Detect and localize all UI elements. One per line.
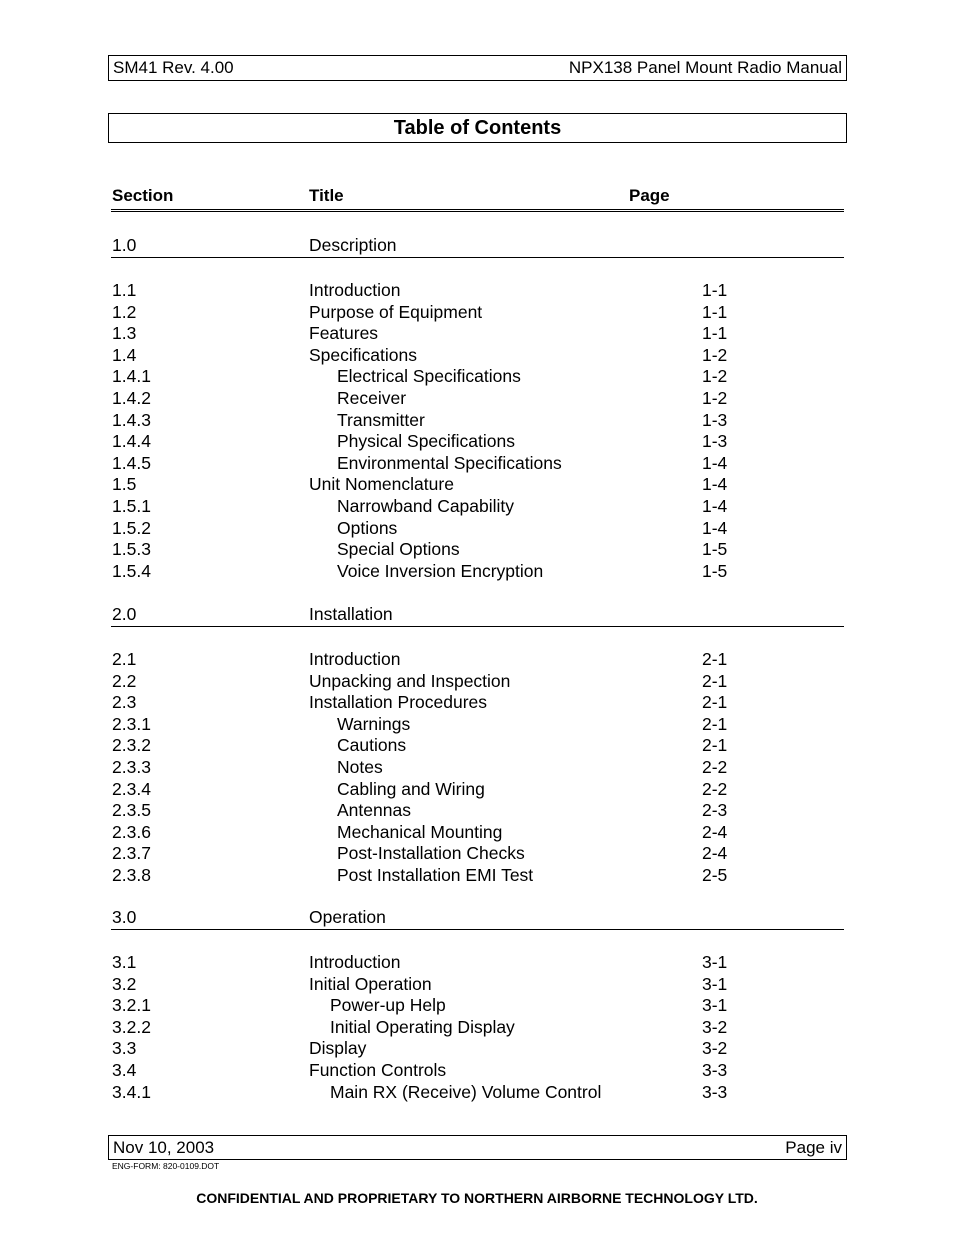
section-heading-row (112, 603, 844, 625)
toc-entry-row (112, 1016, 844, 1038)
toc-entry-page: 1-3 (702, 409, 728, 430)
section-rule (111, 929, 844, 930)
toc-entry-number: 2.3.2 (112, 735, 151, 756)
section-rule (111, 257, 844, 258)
toc-entry-title: Receiver (337, 388, 407, 408)
toc-entry-page: 3-1 (702, 952, 728, 972)
toc-entry-page: 2-5 (702, 865, 728, 885)
toc-entry-number: 1.4.4 (112, 431, 151, 452)
toc-entry-row (112, 670, 844, 692)
toc-entry-row (112, 517, 844, 539)
toc-entry-title: Installation Procedures (309, 692, 488, 713)
toc-entry-row (112, 473, 844, 495)
toc-entry-number: 2.1 (112, 649, 137, 669)
toc-entry-title: Introduction (309, 649, 401, 669)
document-id: SM41 Rev. 4.00 (113, 58, 234, 77)
toc-entry-row (112, 842, 844, 864)
toc-entry-row (112, 713, 844, 735)
toc-entry-page: 1-2 (702, 366, 728, 387)
toc-entry-title: Specifications (309, 344, 417, 365)
toc-entry-number: 1.4.2 (112, 388, 151, 408)
toc-entry-number: 2.2 (112, 670, 137, 691)
toc-entry-title: Unit Nomenclature (309, 474, 454, 495)
toc-entry-row (112, 1081, 844, 1103)
toc-entry-number: 1.4 (112, 344, 137, 365)
page-title: Table of Contents (393, 116, 562, 139)
toc-entry-title: Initial Operating Display (330, 1016, 515, 1037)
toc-entry-title: Narrowband Capability (337, 496, 515, 516)
toc-entry-page: 1-4 (702, 452, 728, 473)
toc-entry-row (112, 799, 844, 821)
toc-entry-page: 2-2 (702, 778, 728, 799)
toc-entry-page: 1-5 (702, 539, 728, 560)
toc-entry-title: Post-Installation Checks (337, 843, 525, 864)
toc-entry-row (112, 344, 844, 366)
toc-entry-title: Features (309, 323, 379, 344)
page-column-header: Page (629, 186, 670, 205)
toc-entry-number: 1.4.3 (112, 409, 151, 430)
toc-entry-title: Display (309, 1038, 367, 1059)
toc-entry-number: 2.3.1 (112, 713, 151, 734)
toc-entry-page: 3-3 (702, 1081, 728, 1102)
toc-entry-row (112, 387, 844, 409)
toc-entry-title: Warnings (337, 713, 411, 734)
toc-entry-page: 3-1 (702, 973, 728, 994)
toc-entry-page: 1-4 (702, 517, 728, 538)
section-title: Operation (309, 907, 386, 927)
toc-entry-number: 2.3.6 (112, 821, 151, 842)
toc-entry-title: Physical Specifications (337, 431, 515, 452)
toc-entry-title: Electrical Specifications (337, 366, 521, 387)
toc-entry-number: 2.3 (112, 692, 137, 713)
section-heading-row (112, 234, 844, 256)
footer-date: Nov 10, 2003 (113, 1137, 215, 1157)
section-column-header: Section (112, 186, 174, 205)
toc-entry-row (112, 452, 844, 474)
toc-entry-title: Initial Operation (309, 973, 432, 994)
toc-entry-page: 1-4 (702, 474, 728, 495)
toc-entry-page: 2-3 (702, 800, 728, 821)
document-title: NPX138 Panel Mount Radio Manual (568, 58, 842, 77)
toc-entry-title: Cabling and Wiring (337, 778, 485, 799)
toc-entry-row (112, 973, 844, 995)
toc-entry-page: 1-2 (702, 344, 728, 365)
toc-entry-row (112, 1059, 844, 1081)
toc-entry-page: 3-2 (702, 1016, 728, 1037)
page-footer (108, 1135, 847, 1160)
toc-entry-title: Notes (337, 757, 383, 777)
toc-entry-number: 2.3.8 (112, 865, 151, 885)
toc-entry-row (112, 279, 844, 301)
toc-entry-row (112, 430, 844, 452)
toc-entry-row (112, 778, 844, 800)
footer-page-number: Page iv (785, 1137, 842, 1157)
toc-entry-title: Function Controls (309, 1060, 447, 1080)
toc-entry-number: 3.3 (112, 1038, 137, 1059)
toc-entry-title: Special Options (337, 539, 460, 560)
form-code: ENG-FORM: 820-0109.DOT (112, 1161, 220, 1171)
toc-entry-number: 2.3.5 (112, 800, 151, 821)
toc-entry-row (112, 691, 844, 713)
toc-entry-row (112, 495, 844, 517)
toc-entry-title: Environmental Specifications (337, 452, 562, 473)
toc-entry-title: Main RX (Receive) Volume Control (330, 1081, 602, 1102)
toc-entry-row (112, 864, 844, 886)
toc-entry-number: 1.5.2 (112, 517, 151, 538)
toc-entry-title: Voice Inversion Encryption (337, 560, 544, 581)
toc-entry-page: 2-4 (702, 821, 728, 842)
toc-entry-number: 3.1 (112, 952, 137, 972)
toc-entry-row (112, 734, 844, 756)
toc-entry-title: Cautions (337, 735, 407, 756)
toc-entry-page: 2-1 (702, 692, 728, 713)
toc-entry-number: 3.4 (112, 1060, 137, 1080)
toc-entry-page: 1-5 (702, 560, 728, 581)
toc-entry-row (112, 951, 844, 973)
toc-entry-row (112, 648, 844, 670)
toc-entry-title: Post Installation EMI Test (337, 865, 534, 885)
toc-entry-title: Mechanical Mounting (337, 821, 503, 842)
toc-entry-page: 1-1 (702, 301, 728, 322)
title-column-header: Title (309, 186, 344, 205)
toc-entry-number: 1.4.1 (112, 366, 151, 387)
toc-entry-row (112, 821, 844, 843)
toc-entry-page: 3-3 (702, 1060, 728, 1080)
toc-entry-number: 1.2 (112, 301, 137, 322)
toc-entry-page: 1-2 (702, 388, 728, 408)
toc-entry-page: 2-4 (702, 843, 728, 864)
toc-entry-page: 2-1 (702, 649, 728, 669)
section-number: 2.0 (112, 604, 137, 624)
toc-entry-row (112, 1037, 844, 1059)
toc-entry-title: Introduction (309, 280, 401, 300)
toc-entry-number: 2.3.4 (112, 778, 151, 799)
toc-entry-number: 3.2 (112, 973, 137, 994)
toc-entry-page: 2-1 (702, 713, 728, 734)
toc-entry-title: Power-up Help (330, 995, 446, 1016)
toc-entry-row (112, 994, 844, 1016)
toc-entry-row (112, 301, 844, 323)
toc-entry-number: 3.4.1 (112, 1081, 151, 1102)
toc-entry-number: 1.5 (112, 474, 137, 495)
toc-entry-number: 3.2.2 (112, 1016, 151, 1037)
toc-entry-row (112, 538, 844, 560)
toc-entry-number: 3.2.1 (112, 995, 151, 1016)
toc-entry-title: Antennas (337, 800, 411, 821)
toc-entry-page: 2-1 (702, 735, 728, 756)
section-number: 3.0 (112, 907, 137, 927)
toc-entry-page: 3-1 (702, 995, 728, 1016)
toc-entry-page: 2-1 (702, 670, 728, 691)
toc-entry-number: 1.5.1 (112, 496, 151, 516)
toc-entry-number: 1.5.4 (112, 560, 151, 581)
toc-entry-page: 1-1 (702, 280, 728, 300)
toc-entry-page: 1-3 (702, 431, 728, 452)
toc-entry-number: 2.3.7 (112, 843, 151, 864)
toc-entry-number: 1.5.3 (112, 539, 151, 560)
toc-entry-row (112, 365, 844, 387)
toc-entry-page: 1-1 (702, 323, 728, 344)
toc-entry-number: 1.4.5 (112, 452, 151, 473)
toc-entry-row (112, 560, 844, 582)
toc-entry-number: 1.3 (112, 323, 137, 344)
toc-entry-page: 2-2 (702, 757, 728, 777)
toc-entry-row (112, 322, 844, 344)
section-heading-row (112, 906, 844, 928)
toc-entry-title: Options (337, 517, 398, 538)
toc-entry-number: 2.3.3 (112, 757, 151, 777)
section-title: Description (309, 235, 397, 255)
toc-entry-row (112, 409, 844, 431)
toc-entry-number: 1.1 (112, 280, 137, 300)
toc-entry-title: Introduction (309, 952, 401, 972)
confidentiality-notice: CONFIDENTIAL AND PROPRIETARY TO NORTHERN AIRBORNE TECHNOLOGY LTD. (196, 1190, 758, 1206)
toc-entry-page: 1-4 (702, 496, 728, 516)
section-title: Installation (309, 604, 393, 624)
toc-entry-title: Unpacking and Inspection (309, 670, 511, 691)
section-number: 1.0 (112, 235, 137, 255)
toc-entry-page: 3-2 (702, 1038, 728, 1059)
toc-entry-title: Purpose of Equipment (309, 301, 483, 322)
toc-entry-title: Transmitter (337, 409, 425, 430)
toc-entry-row (112, 756, 844, 778)
section-rule (111, 626, 844, 627)
